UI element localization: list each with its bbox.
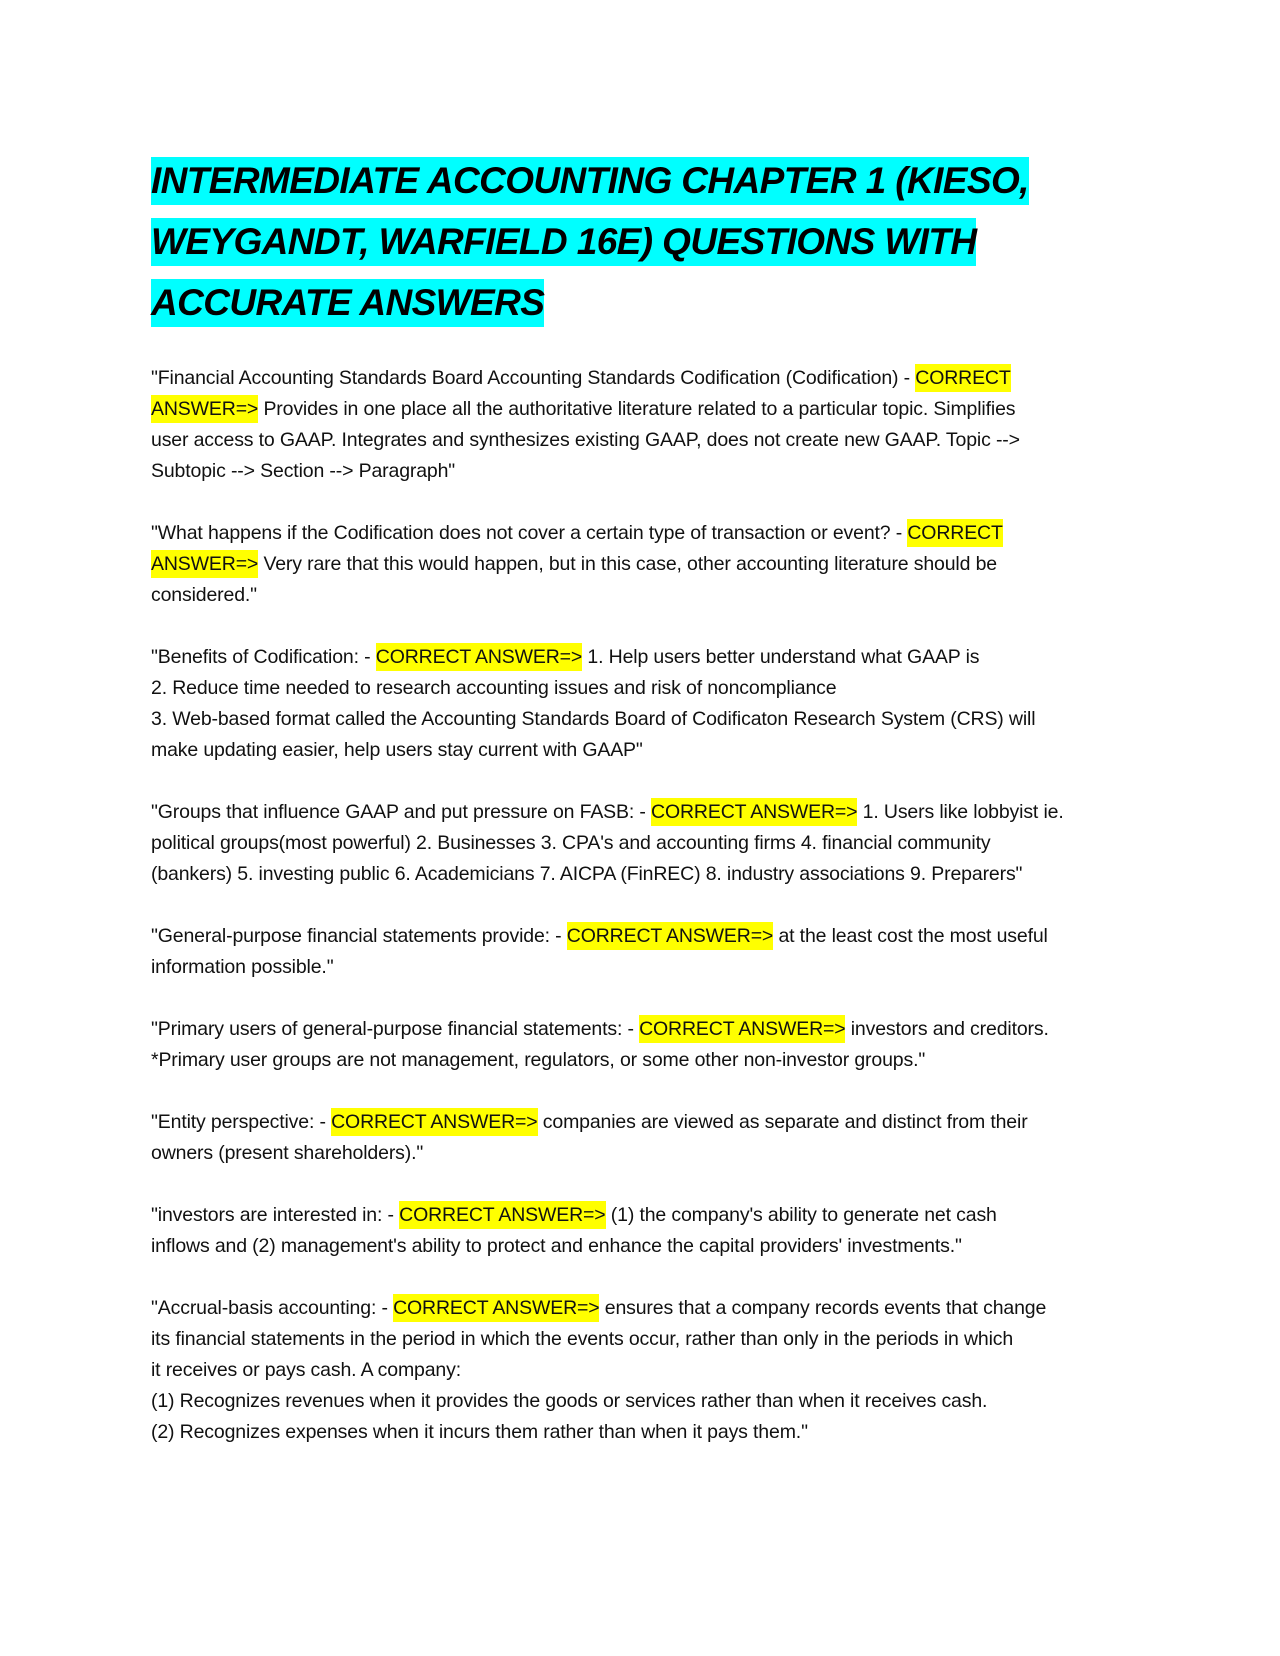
qa-text: (1) Recognizes revenues when it provides the goods or services rather than when it receives cash. (151, 1390, 988, 1412)
qa-text: (1) the company's ability to generate net cash (605, 1204, 997, 1226)
qa-line (151, 673, 1141, 704)
qa-text: "Primary users of general-purpose financial statements: - (151, 1018, 640, 1040)
qa-text: "What happens if the Codification does not cover a certain type of transaction or event? - (151, 522, 908, 544)
title-line-text: ACCURATE ANSWERS (151, 279, 544, 327)
qa-text: (2) Recognizes expenses when it incurs them rather than when it pays them." (151, 1421, 808, 1443)
qa-line (151, 363, 1141, 394)
qa-text: owners (present shareholders)." (151, 1142, 424, 1164)
qa-text: "Accrual-basis accounting: - (151, 1297, 394, 1319)
qa-item (151, 363, 1141, 487)
qa-text: *Primary user groups are not management, regulators, or some other non-investor groups." (151, 1049, 926, 1071)
qa-line (151, 921, 1141, 952)
qa-line (151, 394, 1141, 425)
qa-text: considered." (151, 584, 257, 606)
qa-line (151, 1417, 1141, 1448)
qa-line (151, 1045, 1141, 1076)
qa-line (151, 1355, 1141, 1386)
qa-text: its financial statements in the period in which the events occur, rather than only in the periods in which (151, 1328, 1014, 1350)
qa-text: "General-purpose financial statements provide: - (151, 925, 567, 947)
qa-line (151, 580, 1141, 611)
correct-answer-highlight: CORRECT ANSWER=> (567, 922, 773, 950)
title-line-text: WEYGANDT, WARFIELD 16E) QUESTIONS WITH (151, 218, 976, 266)
qa-text: ensures that a company records events that change (599, 1297, 1047, 1319)
qa-item (151, 1200, 1141, 1262)
qa-line (151, 1231, 1141, 1262)
qa-text: Very rare that this would happen, but in this case, other accounting literature should be (258, 553, 997, 575)
correct-answer-highlight: ANSWER=> (151, 395, 258, 423)
correct-answer-highlight: CORRECT ANSWER=> (651, 798, 857, 826)
qa-text: political groups(most powerful) 2. Businesses 3. CPA's and accounting firms 4. financial community (151, 832, 991, 854)
title-line-text: INTERMEDIATE ACCOUNTING CHAPTER 1 (KIESO, (151, 157, 1029, 205)
qa-text: Subtopic --> Section --> Paragraph" (151, 460, 456, 482)
qa-text: Provides in one place all the authoritative literature related to a particular topic. Simplifies (258, 398, 1016, 420)
qa-text: "investors are interested in: - (151, 1204, 400, 1226)
qa-line (151, 1107, 1141, 1138)
qa-line (151, 1386, 1141, 1417)
qa-line (151, 859, 1141, 890)
qa-text: companies are viewed as separate and distinct from their (537, 1111, 1028, 1133)
title-line (151, 272, 1141, 333)
title-line (151, 150, 1141, 211)
qa-line (151, 735, 1141, 766)
qa-line (151, 549, 1141, 580)
qa-text: (bankers) 5. investing public 6. Academicians 7. AICPA (FinREC) 8. industry associations 9. Preparers" (151, 863, 1023, 885)
qa-text: "Groups that influence GAAP and put pressure on FASB: - (151, 801, 652, 823)
qa-text: investors and creditors. (845, 1018, 1049, 1040)
qa-text: 3. Web-based format called the Accounting Standards Board of Codificaton Research System (CRS) will (151, 708, 1036, 730)
qa-line (151, 797, 1141, 828)
qa-line (151, 642, 1141, 673)
qa-item (151, 518, 1141, 611)
qa-line (151, 456, 1141, 487)
correct-answer-highlight: CORRECT ANSWER=> (393, 1294, 599, 1322)
qa-line (151, 1293, 1141, 1324)
correct-answer-highlight: ANSWER=> (151, 550, 258, 578)
qa-text: make updating easier, help users stay current with GAAP" (151, 739, 643, 761)
qa-item (151, 921, 1141, 983)
qa-text: user access to GAAP. Integrates and synthesizes existing GAAP, does not create new GAAP. Topic --> (151, 429, 1020, 451)
qa-line (151, 1014, 1141, 1045)
qa-line (151, 518, 1141, 549)
document-title (151, 150, 1141, 333)
qa-item (151, 797, 1141, 890)
qa-line (151, 1200, 1141, 1231)
correct-answer-highlight: CORRECT (907, 519, 1002, 547)
qa-line (151, 1138, 1141, 1169)
correct-answer-highlight: CORRECT ANSWER=> (639, 1015, 845, 1043)
qa-item (151, 642, 1141, 766)
qa-item (151, 1014, 1141, 1076)
qa-text: inflows and (2) management's ability to protect and enhance the capital providers' investments." (151, 1235, 962, 1257)
qa-text: information possible." (151, 956, 334, 978)
correct-answer-highlight: CORRECT ANSWER=> (399, 1201, 605, 1229)
qa-text: at the least cost the most useful (773, 925, 1048, 947)
title-line (151, 211, 1141, 272)
correct-answer-highlight: CORRECT ANSWER=> (331, 1108, 537, 1136)
qa-item (151, 1293, 1141, 1448)
qa-text: "Financial Accounting Standards Board Accounting Standards Codification (Codification) - (151, 367, 916, 389)
correct-answer-highlight: CORRECT (915, 364, 1010, 392)
qa-text: 1. Users like lobbyist ie. (857, 801, 1064, 823)
qa-list (151, 363, 1141, 1479)
qa-line (151, 828, 1141, 859)
qa-line (151, 1324, 1141, 1355)
qa-text: "Entity perspective: - (151, 1111, 332, 1133)
qa-text: 2. Reduce time needed to research accounting issues and risk of noncompliance (151, 677, 837, 699)
qa-text: 1. Help users better understand what GAAP is (582, 646, 980, 668)
qa-text: "Benefits of Codification: - (151, 646, 376, 668)
qa-line (151, 952, 1141, 983)
qa-item (151, 1107, 1141, 1169)
qa-line (151, 704, 1141, 735)
correct-answer-highlight: CORRECT ANSWER=> (376, 643, 582, 671)
qa-line (151, 425, 1141, 456)
qa-text: it receives or pays cash. A company: (151, 1359, 461, 1381)
